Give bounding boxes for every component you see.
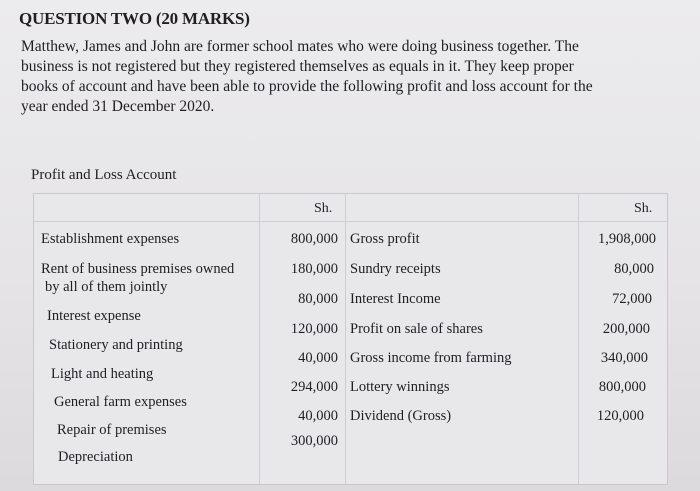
column-divider	[578, 194, 579, 484]
credit-amount: 72,000	[612, 291, 652, 307]
credit-amount: 80,000	[614, 261, 654, 277]
debit-item-label: Establishment expenses	[41, 231, 180, 247]
question-paragraph	[21, 37, 611, 117]
question-heading: QUESTION TWO (20 MARKS)	[19, 9, 250, 28]
credit-amount: 200,000	[602, 321, 650, 337]
column-divider	[345, 194, 346, 484]
paragraph-line: books of account and have been able to provide the following profit and loss account for the	[21, 78, 593, 95]
debit-item-label: General farm expenses	[54, 394, 187, 410]
debit-amount: 40,000	[298, 408, 338, 424]
credit-amount: 120,000	[596, 408, 644, 424]
debit-amount: 80,000	[298, 291, 338, 307]
profit-loss-table	[33, 193, 668, 485]
section-title: Profit and Loss Account	[31, 167, 177, 183]
debit-item-label: Repair of premises	[57, 422, 167, 438]
credit-amount: 340,000	[600, 350, 648, 366]
debit-item-label: Rent of business premises owned	[41, 261, 235, 277]
debit-currency-header: Sh.	[314, 201, 333, 216]
credit-amount: 800,000	[598, 379, 646, 395]
debit-item-label: Light and heating	[51, 366, 154, 382]
debit-amount: 300,000	[290, 433, 338, 449]
credit-item-label: Dividend (Gross)	[350, 408, 452, 424]
credit-amount: 1,908,000	[598, 231, 656, 247]
debit-amount: 40,000	[298, 350, 338, 366]
credit-item-label: Sundry receipts	[350, 261, 441, 277]
credit-item-label: Gross profit	[350, 231, 420, 247]
paragraph-line: Matthew, James and John are former school mates who were doing business together. The	[21, 38, 579, 55]
debit-item-label: Interest expense	[47, 308, 141, 324]
column-divider	[259, 194, 260, 484]
header-divider	[34, 221, 667, 222]
debit-item-label: Depreciation	[58, 449, 133, 465]
debit-amount: 120,000	[290, 321, 338, 337]
debit-item-label: Stationery and printing	[49, 337, 183, 353]
credit-item-label: Lottery winnings	[350, 379, 450, 395]
debit-amount: 180,000	[290, 261, 338, 277]
credit-item-label: Profit on sale of shares	[350, 321, 483, 337]
credit-item-label: Gross income from farming	[350, 350, 512, 366]
paragraph-line: business is not registered but they registered themselves as equals in it. They keep proper	[21, 58, 574, 75]
credit-currency-header: Sh.	[634, 201, 653, 216]
debit-item-label-continuation: by all of them jointly	[45, 279, 168, 295]
paragraph-line: year ended 31 December 2020.	[21, 98, 215, 115]
credit-item-label: Interest Income	[350, 291, 441, 307]
debit-amount: 294,000	[290, 379, 338, 395]
debit-amount: 800,000	[290, 231, 338, 247]
